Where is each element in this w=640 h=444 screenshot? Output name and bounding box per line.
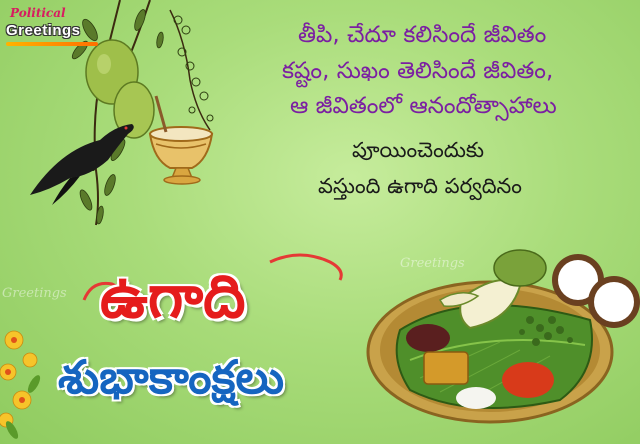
flower-decoration-icon xyxy=(0,331,42,441)
brand-underline xyxy=(6,42,98,46)
pachadi-pot-icon xyxy=(150,96,212,184)
quote-line-3: ఆ జీవితంలో ఆనందోత్సాహాలు xyxy=(290,93,557,119)
quote-line-1: తీపి, చేదూ కలిసిందే జీవితం xyxy=(298,22,547,48)
brand-name: Greetings xyxy=(6,22,81,39)
quote-line-4: పూయించెందుకు xyxy=(352,138,485,162)
brand-logo xyxy=(2,6,112,50)
quote-line-2: కష్టం, సుఖం తెలిసిందే జీవితం, xyxy=(282,58,554,84)
festival-wishes: శుభాకాంక్షలు xyxy=(58,350,285,404)
watermark-left: Greetings xyxy=(2,286,67,301)
quote-line-5: వస్తుంది ఉగాది పర్వదినం xyxy=(318,174,522,198)
brand-script: Political xyxy=(10,6,66,20)
festival-title: ఉగాది xyxy=(100,262,246,332)
watermark-right: Greetings xyxy=(400,256,465,271)
